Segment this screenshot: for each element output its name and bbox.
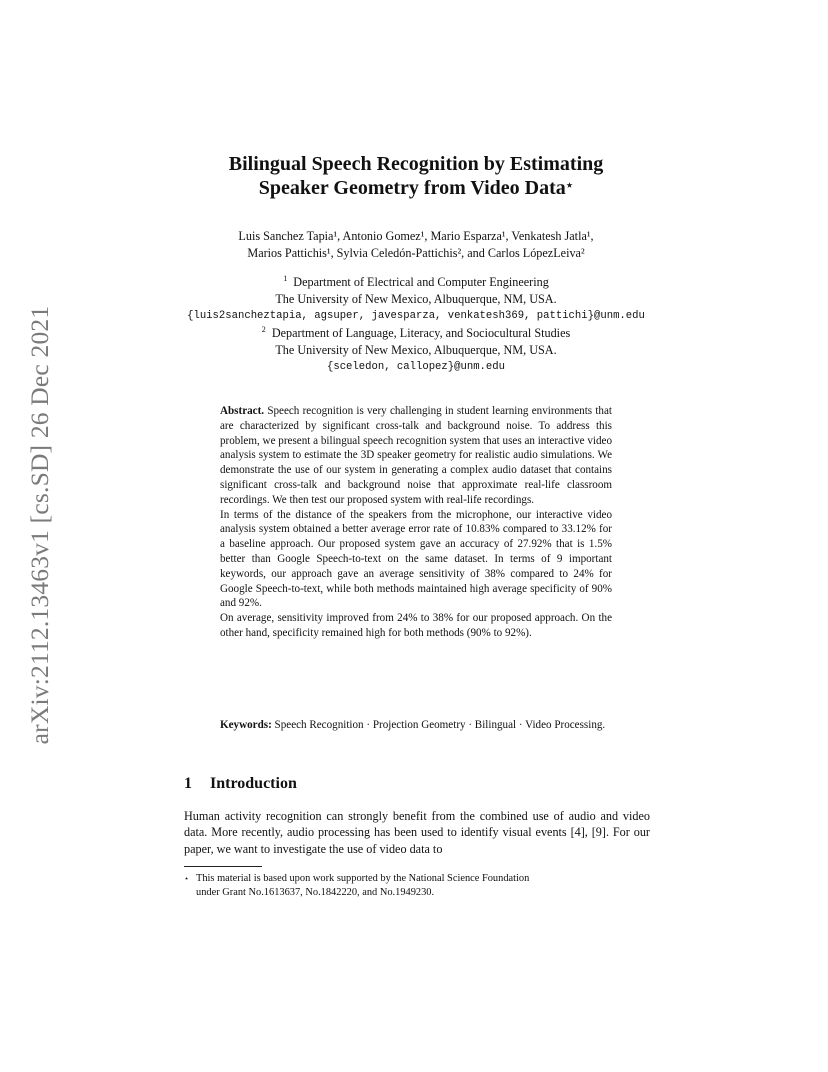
- keywords-text: Speech Recognition · Projection Geometry · Bilingual · Video Processing.: [274, 719, 606, 731]
- paper-title: [150, 152, 682, 200]
- abstract-paragraph-2: In terms of the distance of the speakers from the microphone, our interactive video analysis system obtained a better average error rate of 10.83% compared to 33.12% for a baseline approach. Our proposed system gave an accuracy of 27.92% that is 1.5% better than Google Speech-to-text on the same dataset. In terms of 9 important keywords, our approach gave an average sensitivity of 38% compared to 24% for Google Speech-to-text, while both methods maintained high average specificity of 90% and 92%.: [220, 508, 612, 610]
- footnote-line-1: This material is based upon work supported by the National Science Foundation: [196, 873, 530, 884]
- affiliation-1-mark: 1: [283, 273, 288, 283]
- title-footnote-mark: ⋆: [565, 178, 574, 192]
- affiliations: [150, 274, 682, 376]
- title-line-2: Speaker Geometry from Video Data: [258, 177, 566, 199]
- affiliation-2-mark: 2: [261, 324, 266, 334]
- keywords: [220, 718, 612, 733]
- arxiv-identifier: arXiv:2112.13463v1 [cs.SD] 26 Dec 2021: [25, 305, 54, 745]
- abstract: [220, 404, 612, 641]
- footnote-rule: [184, 866, 262, 867]
- abstract-paragraph-3: On average, sensitivity improved from 24% to 38% for our proposed approach. On the other hand, specificity remained high for both methods (90% to 92%).: [220, 612, 612, 639]
- keywords-label: Keywords:: [220, 719, 272, 731]
- section-heading-introduction: [184, 775, 297, 793]
- section-title: Introduction: [210, 775, 297, 792]
- author-list: [150, 228, 682, 262]
- affiliation-2-emails: {sceledon, callopez}@unm.edu: [326, 361, 505, 373]
- title-line-1: Bilingual Speech Recognition by Estimating: [228, 153, 604, 175]
- footnote-mark: ⋆: [184, 874, 190, 883]
- footnote-line-2: under Grant No.1613637, No.1842220, and No.1949230.: [196, 887, 435, 898]
- affiliation-2-department: Department of Language, Literacy, and Sociocultural Studies: [271, 326, 571, 340]
- affiliation-1-department: Department of Electrical and Computer Engineering: [293, 275, 549, 289]
- introduction-paragraph: Human activity recognition can strongly benefit from the combined use of audio and video data. More recently, audio processing has been used to identify visual events [4], [9]. For our paper, we want to investigate the use of video data to: [184, 809, 650, 856]
- affiliation-1-emails: {luis2sancheztapia, agsuper, javesparza, venkatesh369, pattichi}@unm.edu: [187, 310, 645, 322]
- authors-line-1: Luis Sanchez Tapia¹, Antonio Gomez¹, Mario Esparza¹, Venkatesh Jatla¹,: [238, 229, 594, 243]
- footnote: [184, 872, 650, 900]
- arxiv-side-stamp: [20, 290, 60, 760]
- abstract-paragraph-1: Speech recognition is very challenging in student learning environments that are characterized by significant cross-talk and background noise. To address this problem, we present a bilingual speech recognition system that uses an interactive video analysis system to estimate the 3D speaker geometry for realistic audio simulations. We demonstrate the use of our system in generating a complex audio dataset that contains significant cross-talk and background noise that approximate real-life classroom recordings. We then test our proposed system with real-life recordings.: [220, 405, 612, 506]
- section-number: 1: [184, 775, 192, 792]
- authors-line-2: Marios Pattichis¹, Sylvia Celedón-Pattichis², and Carlos LópezLeiva²: [247, 246, 585, 260]
- affiliation-2-university: The University of New Mexico, Albuquerque, NM, USA.: [275, 343, 557, 357]
- affiliation-1-university: The University of New Mexico, Albuquerque, NM, USA.: [275, 292, 557, 306]
- abstract-label: Abstract.: [220, 405, 265, 417]
